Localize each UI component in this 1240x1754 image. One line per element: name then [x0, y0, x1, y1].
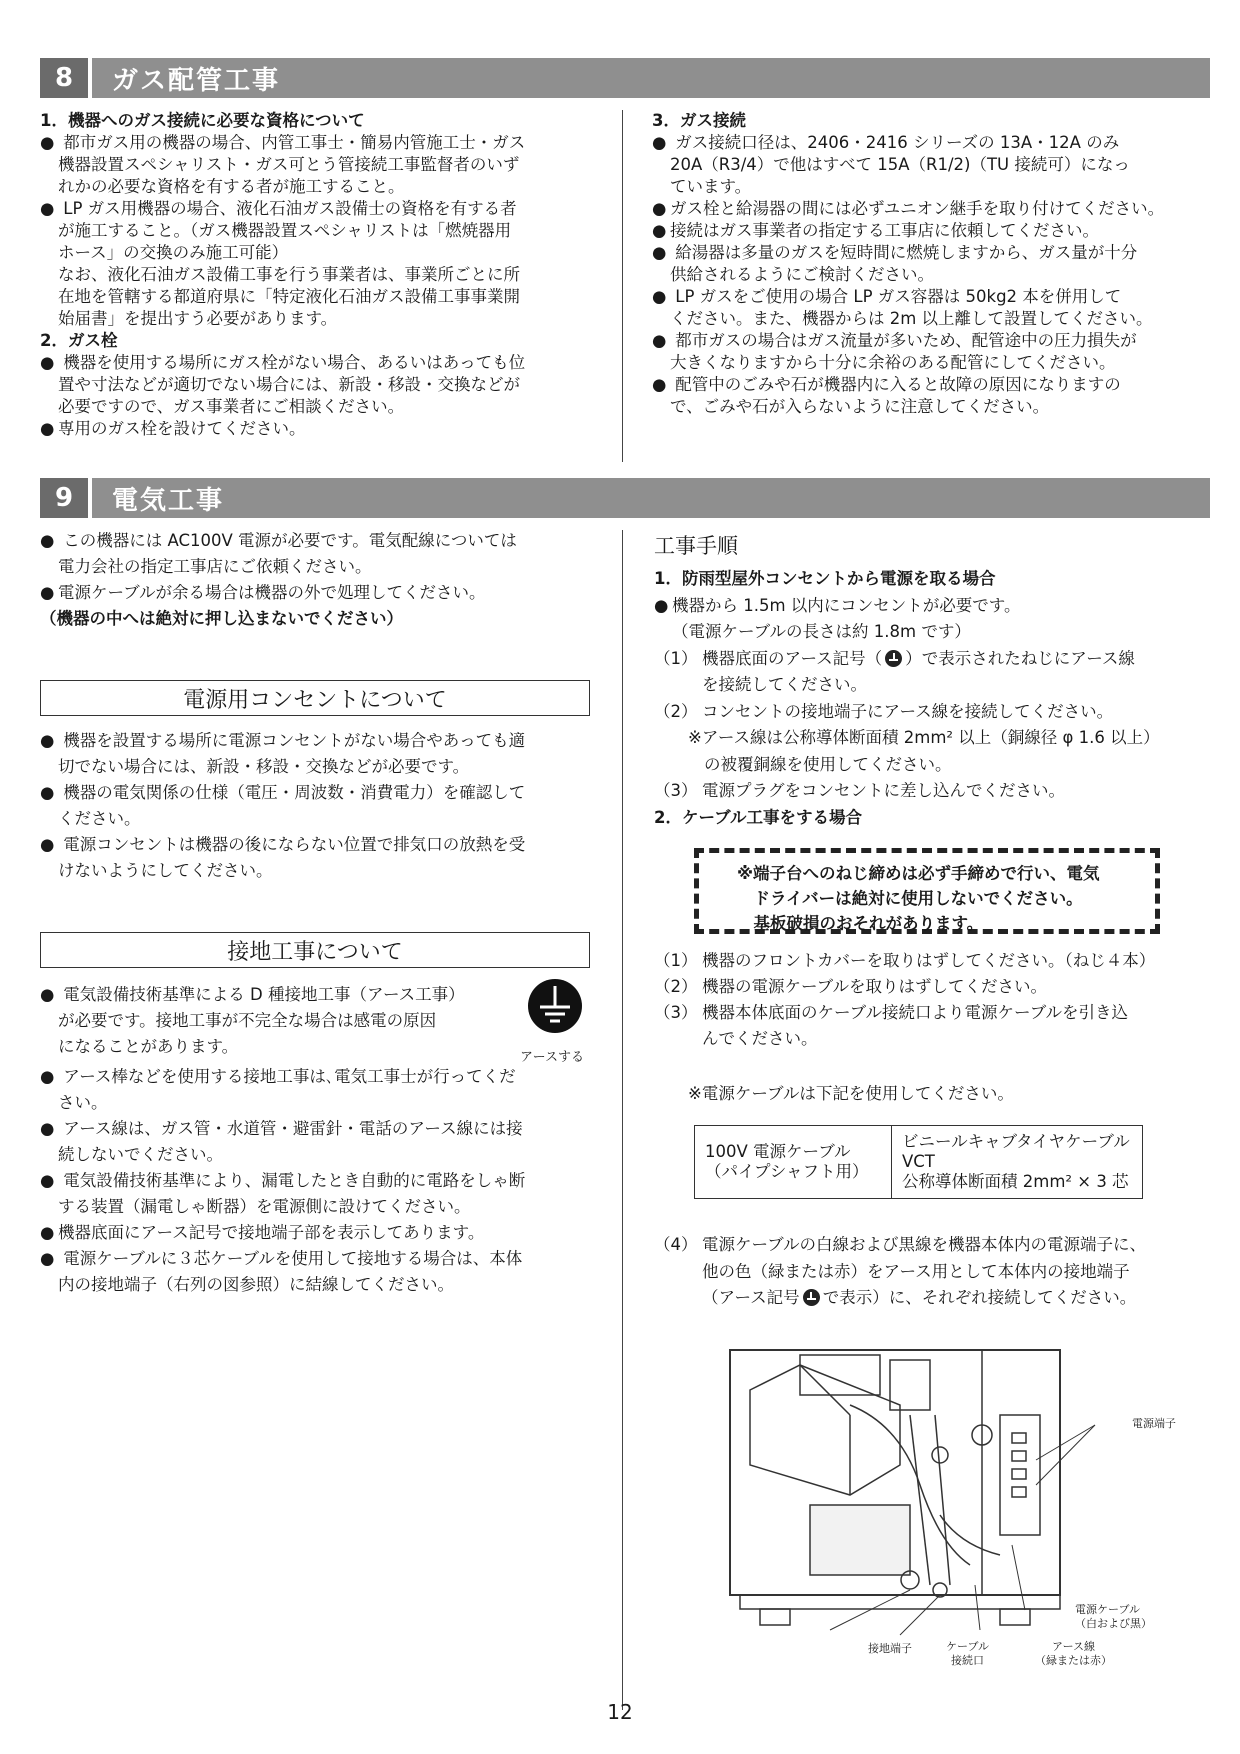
- step-1: （1） 機器底面のアース記号（ ）で表示されたねじにアース線 を接続してください。: [654, 648, 1135, 694]
- column-divider: [622, 530, 623, 1710]
- grounding-heading-box: 接地工事について: [40, 932, 590, 968]
- table-cell: ビニールキャブタイヤケーブル VCT 公称導体断面積 2mm² × 3 芯: [892, 1126, 1143, 1199]
- bullet-item: ● 電気設備技術基準による D 種接地工事（アース工事） が必要です。接地工事が不完全な場合は感電の原因 になることがあります。: [40, 982, 520, 1060]
- cable-spec-table: [694, 1125, 1143, 1199]
- bullet-item: ● 給湯器は多量のガスを短時間に燃焼しますから、ガス量が十分 供給されるようにご検討ください。: [652, 242, 1212, 286]
- heading: 2．ケーブル工事をする場合: [654, 807, 862, 827]
- warning-line: 基板破損のおそれがあります。: [737, 914, 984, 933]
- section-8-left-column: [40, 110, 600, 440]
- column-divider: [622, 110, 623, 462]
- label-power-cable: 電源ケーブル （白および黒）: [1075, 1603, 1152, 1630]
- section-number: 8: [40, 58, 92, 98]
- bullet-item: ● ガス接続口径は、2406・2416 シリーズの 13A・12A のみ 20A（R3/4）で他はすべて 15A（R1/2)（TU 接続可）になっ ています。: [652, 132, 1212, 198]
- bullet-item: ● 機器の電気関係の仕様（電圧・周波数・消費電力）を確認して ください。: [40, 780, 600, 832]
- section-9-intro: [40, 528, 600, 632]
- earth-icon: [522, 976, 588, 1042]
- note-text: （電源ケーブルの長さは約 1.8m です）: [672, 622, 971, 641]
- bullet-item: ● LP ガスをご使用の場合 LP ガス容器は 50kg2 本を併用して ください。また、機器からは 2m 以上離して設置してください。: [652, 286, 1212, 330]
- bullet-item: ● アース線は、ガス管・水道管・避雷針・電話のアース線には接 続しないでください。: [40, 1116, 600, 1168]
- label-earth-wire: アース線 （緑または赤）: [1035, 1640, 1112, 1667]
- procedure-part-1: [654, 566, 1214, 831]
- page-number: 12: [607, 1700, 633, 1724]
- section-8-header: [40, 58, 1210, 98]
- bullet-item: ● 電源ケーブルに３芯ケーブルを使用して接地する場合は、本体 内の接地端子（右列の図参照）に結線してください。: [40, 1246, 600, 1298]
- heading: 1．機器へのガス接続に必要な資格について: [40, 111, 365, 130]
- bullet-item: ● 機器を使用する場所にガス栓がない場合、あるいはあっても位 置や寸法などが適切でない場合には、新設・移設・交換などが 必要ですので、ガス事業者にご相談ください。: [40, 352, 600, 418]
- bullet-item: ● ガス栓と給湯器の間には必ずユニオン継手を取り付けてください。: [652, 198, 1212, 220]
- earth-caption: アースする: [520, 1050, 584, 1065]
- step-3: （3） 電源プラグをコンセントに差し込んでください。: [654, 781, 1065, 800]
- bullet-item: ● 機器から 1.5m 以内にコンセントが必要です。: [654, 593, 1214, 620]
- bullet-item: ● 配管中のごみや石が機器内に入ると故障の原因になりますの で、ごみや石が入らないように注意してください。: [652, 374, 1212, 418]
- section-title: ガス配管工事: [112, 65, 281, 96]
- section-title: 電気工事: [112, 485, 225, 516]
- bullet-item: ● 電気設備技術基準により、漏電したとき自動的に電路をしゃ断 する装置（漏電しゃ断器）を電源側に設けてください。: [40, 1168, 600, 1220]
- label-ground-terminal: 接地端子: [868, 1642, 912, 1655]
- earth-symbol-figure: [522, 976, 588, 1064]
- label-power-terminal: 電源端子: [1132, 1417, 1176, 1430]
- bullet-item: ● 機器を設置する場所に電源コンセントがない場合やあっても適 切でない場合には、新設・移設・交換などが必要です。: [40, 728, 600, 780]
- cable-note: ※電源ケーブルは下記を使用してください。: [688, 1084, 1014, 1103]
- earth-mark-icon: [885, 650, 902, 667]
- bullet-item: ● 電源ケーブルが余る場合は機器の外で処理してください。: [40, 580, 600, 606]
- step-2: （2） 機器の電源ケーブルを取りはずしてください。: [654, 977, 1048, 996]
- wiring-diagram: [700, 1345, 1160, 1685]
- procedure-title: 工事手順: [654, 534, 738, 558]
- step-1: （1） 機器のフロントカバーを取りはずしてください。（ねじ４本）: [654, 951, 1156, 970]
- bullet-item: ● 機器底面にアース記号で接地端子部を表示してあります。: [40, 1220, 600, 1246]
- section-9-header: [40, 478, 1210, 518]
- outlet-section: [40, 728, 600, 884]
- warning-line: ※端子台へのねじ締めは必ず手締めで行い、電気: [737, 864, 1100, 883]
- warning-line: ドライバーは絶対に使用しないでください。: [737, 889, 1083, 908]
- bullet-item: ● LP ガス用機器の場合、液化石油ガス設備士の資格を有する者 が施工すること。（ガス機器設置スペシャリストは「燃焼器用 ホース」の交換のみ施工可能） なお、液化石油ガス設備工事を行う事業者は、事業所ごとに所 在地を管轄する都道府県に「特定液化石油ガス設備工事事業開 始届書」を提出すう必要があります。: [40, 198, 600, 330]
- bullet-item: ● 電源コンセントは機器の後にならない位置で排気口の放熱を受 けないようにしてください。: [40, 832, 600, 884]
- bullet-item: ● 専用のガス栓を設けてください。: [40, 418, 600, 440]
- grounding-intro: [40, 982, 520, 1060]
- section-number: 9: [40, 478, 92, 518]
- bullet-item: ● 都市ガスの場合はガス流量が多いため、配管途中の圧力損失が 大きくなりますから十分に余裕のある配管にしてください。: [652, 330, 1212, 374]
- note-text: の被覆銅線を使用してください。: [704, 754, 952, 774]
- bullet-item: ● 都市ガス用の機器の場合、内管工事士・簡易内管施工士・ガス 機器設置スペシャリスト・ガス可とう管接続工事監督者のいず れかの必要な資格を有する者が施工すること。: [40, 132, 600, 198]
- label-cable-port: ケーブル 接続口: [946, 1640, 990, 1667]
- warning-text: （機器の中へは絶対に押し込まないでください）: [40, 609, 403, 628]
- bullet-item: ● 接続はガス事業者の指定する工事店に依頼してください。: [652, 220, 1212, 242]
- step-3: （3） 機器本体底面のケーブル接続口より電源ケーブルを引き込 んでください。: [654, 1003, 1129, 1048]
- bullet-item: ● アース棒などを使用する接地工事は､電気工事士が行ってくだ さい。: [40, 1064, 600, 1116]
- warning-box: [694, 848, 1160, 934]
- heading: 3．ガス接続: [652, 111, 746, 130]
- heading: 2．ガス栓: [40, 331, 118, 350]
- heading: 1．防雨型屋外コンセントから電源を取る場合: [654, 569, 996, 588]
- section-8-right-column: [652, 110, 1212, 418]
- grounding-section: [40, 1064, 600, 1298]
- step-4: （4） 電源ケーブルの白線および黒線を機器本体内の電源端子に、 他の色（緑または赤）をアース用として本体内の接地端子 （アース記号 で表示）に、それぞれ接続してください。: [654, 1235, 1147, 1307]
- earth-mark-icon: [803, 1289, 820, 1306]
- step-2: （2） コンセントの接地端子にアース線を接続してください。: [654, 701, 1114, 721]
- note-text: ※アース線は公称導体断面積 2mm² 以上（銅線径 φ 1.6 以上）: [688, 728, 1160, 747]
- procedure-part-2: [654, 948, 1214, 1052]
- bullet-item: ● この機器には AC100V 電源が必要です。電気配線については 電力会社の指定工事店にご依頼ください。: [40, 528, 600, 580]
- outlet-heading-box: 電源用コンセントについて: [40, 680, 590, 716]
- table-cell: 100V 電源ケーブル （パイプシャフト用）: [695, 1126, 892, 1199]
